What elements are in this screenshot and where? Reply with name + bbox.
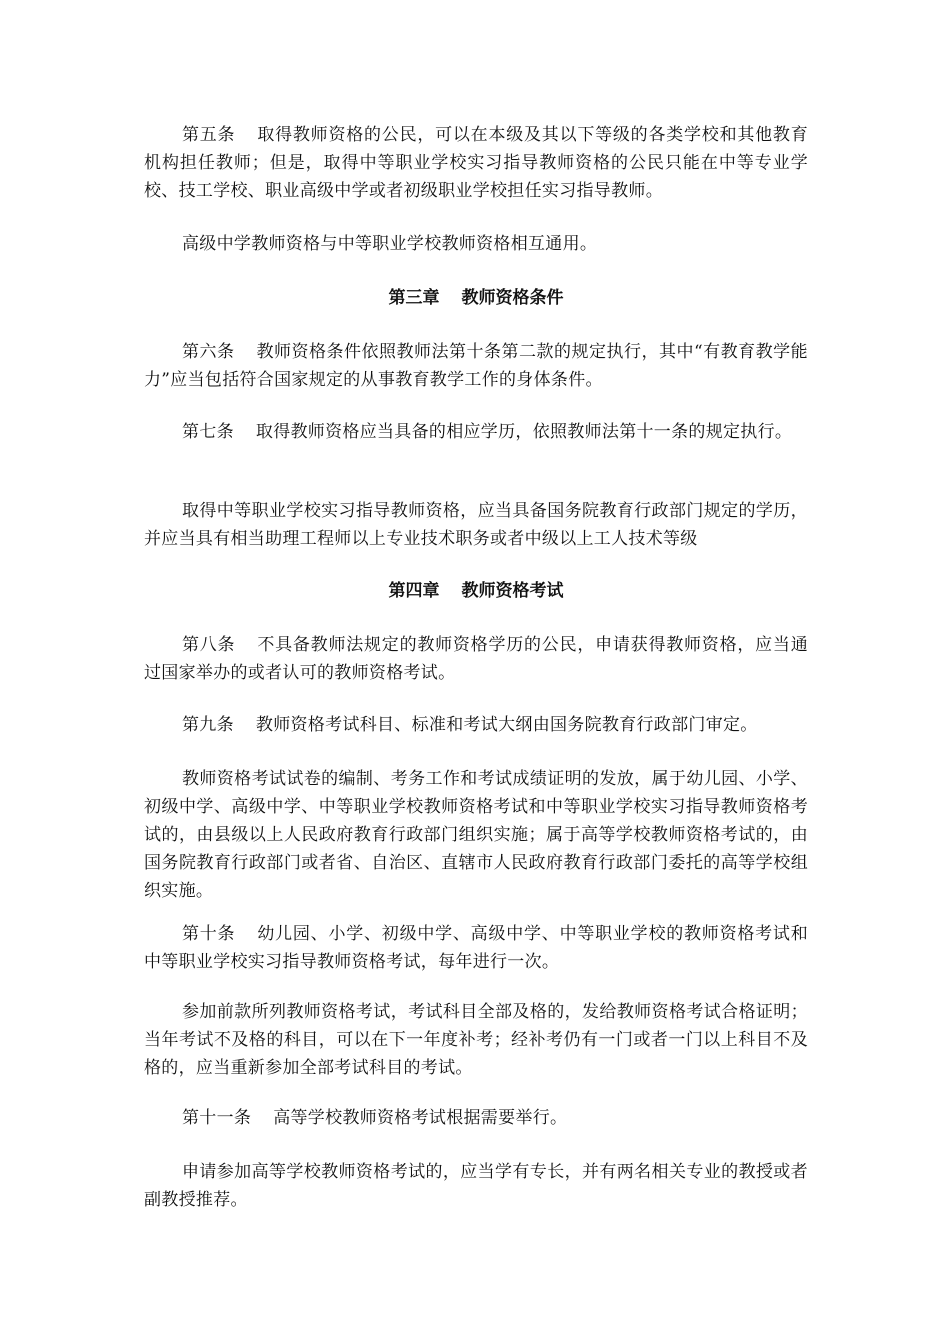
chapter-heading bbox=[144, 577, 808, 605]
paragraph-text: 申请参加高等学校教师资格考试的，应当学有专长，并有两名相关专业的教授或者副教授推荐。 bbox=[144, 1162, 808, 1210]
article-text: 取得教师资格的公民，可以在本级及其以下等级的各类学校和其他教育机构担任教师；但是，取得中等职业学校实习指导教师资格的公民只能在中等专业学校、技工学校、职业高级中学或者初级职业学校担任实习指导教师。 bbox=[144, 125, 808, 201]
paragraph-text: 高级中学教师资格与中等职业学校教师资格相互通用。 bbox=[182, 234, 598, 254]
paragraph-text: 取得中等职业学校实习指导教师资格，应当具备国务院教育行政部门规定的学历，并应当具有相当助理工程师以上专业技术职务或者中级以上工人技术等级 bbox=[144, 501, 808, 549]
article-label: 第七条 bbox=[182, 422, 234, 442]
paragraph bbox=[144, 497, 808, 553]
chapter-heading bbox=[144, 284, 808, 312]
article-label: 第十条 bbox=[182, 924, 236, 944]
article-text: 教师资格考试科目、标准和考试大纲由国务院教育行政部门审定。 bbox=[255, 715, 758, 735]
article-text: 教师资格条件依照教师法第十条第二款的规定执行，其中“有教育教学能力”应当包括符合国家规定的从事教育教学工作的身体条件。 bbox=[144, 342, 808, 390]
article-label: 第九条 bbox=[182, 715, 234, 735]
article-7 bbox=[144, 418, 808, 446]
paragraph bbox=[144, 1158, 808, 1214]
article-text: 不具备教师法规定的教师资格学历的公民，申请获得教师资格，应当通过国家举办的或者认可的教师资格考试。 bbox=[144, 635, 808, 683]
article-5 bbox=[144, 121, 808, 205]
article-9 bbox=[144, 711, 808, 739]
article-8 bbox=[144, 631, 808, 687]
article-label: 第六条 bbox=[182, 342, 235, 362]
paragraph bbox=[144, 230, 808, 258]
paragraph bbox=[144, 998, 808, 1082]
article-text: 高等学校教师资格考试根据需要举行。 bbox=[273, 1108, 568, 1128]
article-label: 第五条 bbox=[182, 125, 236, 145]
article-text: 取得教师资格应当具备的相应学历，依照教师法第十一条的规定执行。 bbox=[255, 422, 793, 442]
article-label: 第十一条 bbox=[182, 1108, 252, 1128]
chapter-number: 第四章 bbox=[388, 581, 440, 601]
paragraph-text: 教师资格考试试卷的编制、考务工作和考试成绩证明的发放，属于幼儿园、小学、初级中学、高级中学、中等职业学校教师资格考试和中等职业学校实习指导教师资格考试的，由县级以上人民政府教育行政部门组织实施；属于高等学校教师资格考试的，由国务院教育行政部门或者省、自治区、直辖市人民政府教育行政部门委托的高等学校组织实施。 bbox=[144, 769, 808, 901]
article-6 bbox=[144, 338, 808, 394]
chapter-title: 教师资格条件 bbox=[461, 288, 564, 308]
article-text: 幼儿园、小学、初级中学、高级中学、中等职业学校的教师资格考试和中等职业学校实习指导教师资格考试，每年进行一次。 bbox=[144, 924, 808, 972]
chapter-title: 教师资格考试 bbox=[461, 581, 564, 601]
article-label: 第八条 bbox=[182, 635, 236, 655]
paragraph bbox=[144, 765, 808, 905]
chapter-number: 第三章 bbox=[388, 288, 440, 308]
paragraph-text: 参加前款所列教师资格考试，考试科目全部及格的，发给教师资格考试合格证明；当年考试不及格的科目，可以在下一年度补考；经补考仍有一门或者一门以上科目不及格的，应当重新参加全部考试科目的考试。 bbox=[144, 1002, 808, 1078]
article-10 bbox=[144, 920, 808, 976]
article-11 bbox=[144, 1104, 808, 1132]
